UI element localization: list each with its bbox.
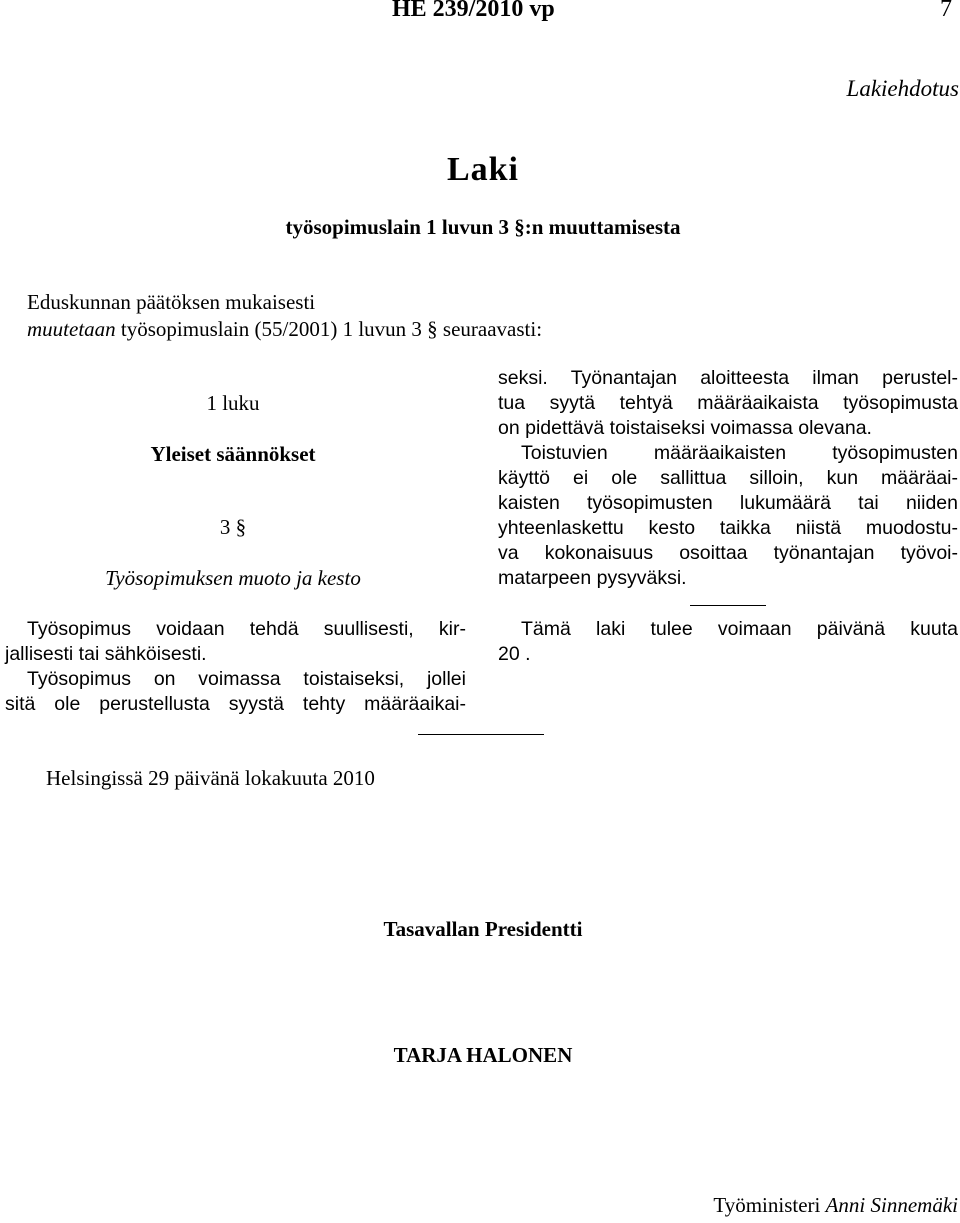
left-body-line-3: Työsopimus on voimassa toistaiseksi, jollei <box>27 668 466 690</box>
law-title: Laki <box>446 151 520 188</box>
place-date: Helsingissä 29 päivänä lokakuuta 2010 <box>46 766 375 790</box>
president-title: Tasavallan Presidentti <box>383 917 583 941</box>
document-reference: HE 239/2010 vp <box>392 0 555 22</box>
section-end-rule <box>690 605 766 606</box>
president-name: TARJA HALONEN <box>393 1043 573 1067</box>
right-body-line-1: seksi. Työnantajan aloitteesta ilman perustel- <box>498 367 958 389</box>
right-body-line-6: kaisten työsopimusten lukumäärä tai niiden <box>498 492 958 514</box>
chapter-title: Yleiset säännökset <box>150 442 316 466</box>
preamble-rest: työsopimuslain (55/2001) 1 luvun 3 § seuraavasti: <box>115 317 543 341</box>
right-body-line-9: matarpeen pysyväksi. <box>498 567 687 589</box>
section-title: Työsopimuksen muoto ja kesto <box>105 566 361 590</box>
law-subtitle: työsopimuslain 1 luvun 3 §:n muuttamisesta <box>285 215 681 239</box>
right-body-line-3: on pidettävä toistaiseksi voimassa olevana. <box>498 417 872 439</box>
right-body-line-5: käyttö ei ole sallittua silloin, kun määräai- <box>498 467 958 489</box>
section-label: Lakiehdotus <box>846 76 959 101</box>
right-body-line-8: va kokonaisuus osoittaa työnantajan työvoi- <box>498 542 958 564</box>
right-body-line-7: yhteenlaskettu kesto taikka niistä muodostu- <box>498 517 958 539</box>
page-number: 7 <box>940 0 952 22</box>
preamble-line-2 <box>27 317 542 342</box>
entry-into-force-line-1: Tämä laki tulee voimaan päivänä kuuta <box>521 618 958 640</box>
right-body-line-2: tua syytä tehtyä määräaikaista työsopimusta <box>498 392 958 414</box>
chapter-number: 1 luku <box>206 391 260 415</box>
minister-signature <box>713 1193 958 1218</box>
law-end-rule <box>418 734 544 735</box>
section-number: 3 § <box>219 515 247 539</box>
preamble-verb: muutetaan <box>27 317 116 341</box>
minister-title: Työministeri <box>713 1193 821 1217</box>
entry-into-force-line-2: 20 . <box>498 643 531 665</box>
minister-name: Anni Sinnemäki <box>825 1193 958 1217</box>
preamble-line-1: Eduskunnan päätöksen mukaisesti <box>27 290 316 314</box>
left-body-line-1: Työsopimus voidaan tehdä suullisesti, kir- <box>27 618 466 640</box>
left-body-line-4: sitä ole perustellusta syystä tehty määräaikai- <box>5 693 466 715</box>
right-body-line-4: Toistuvien määräaikaisten työsopimusten <box>521 442 958 464</box>
left-body-line-2: jallisesti tai sähköisesti. <box>5 643 207 665</box>
